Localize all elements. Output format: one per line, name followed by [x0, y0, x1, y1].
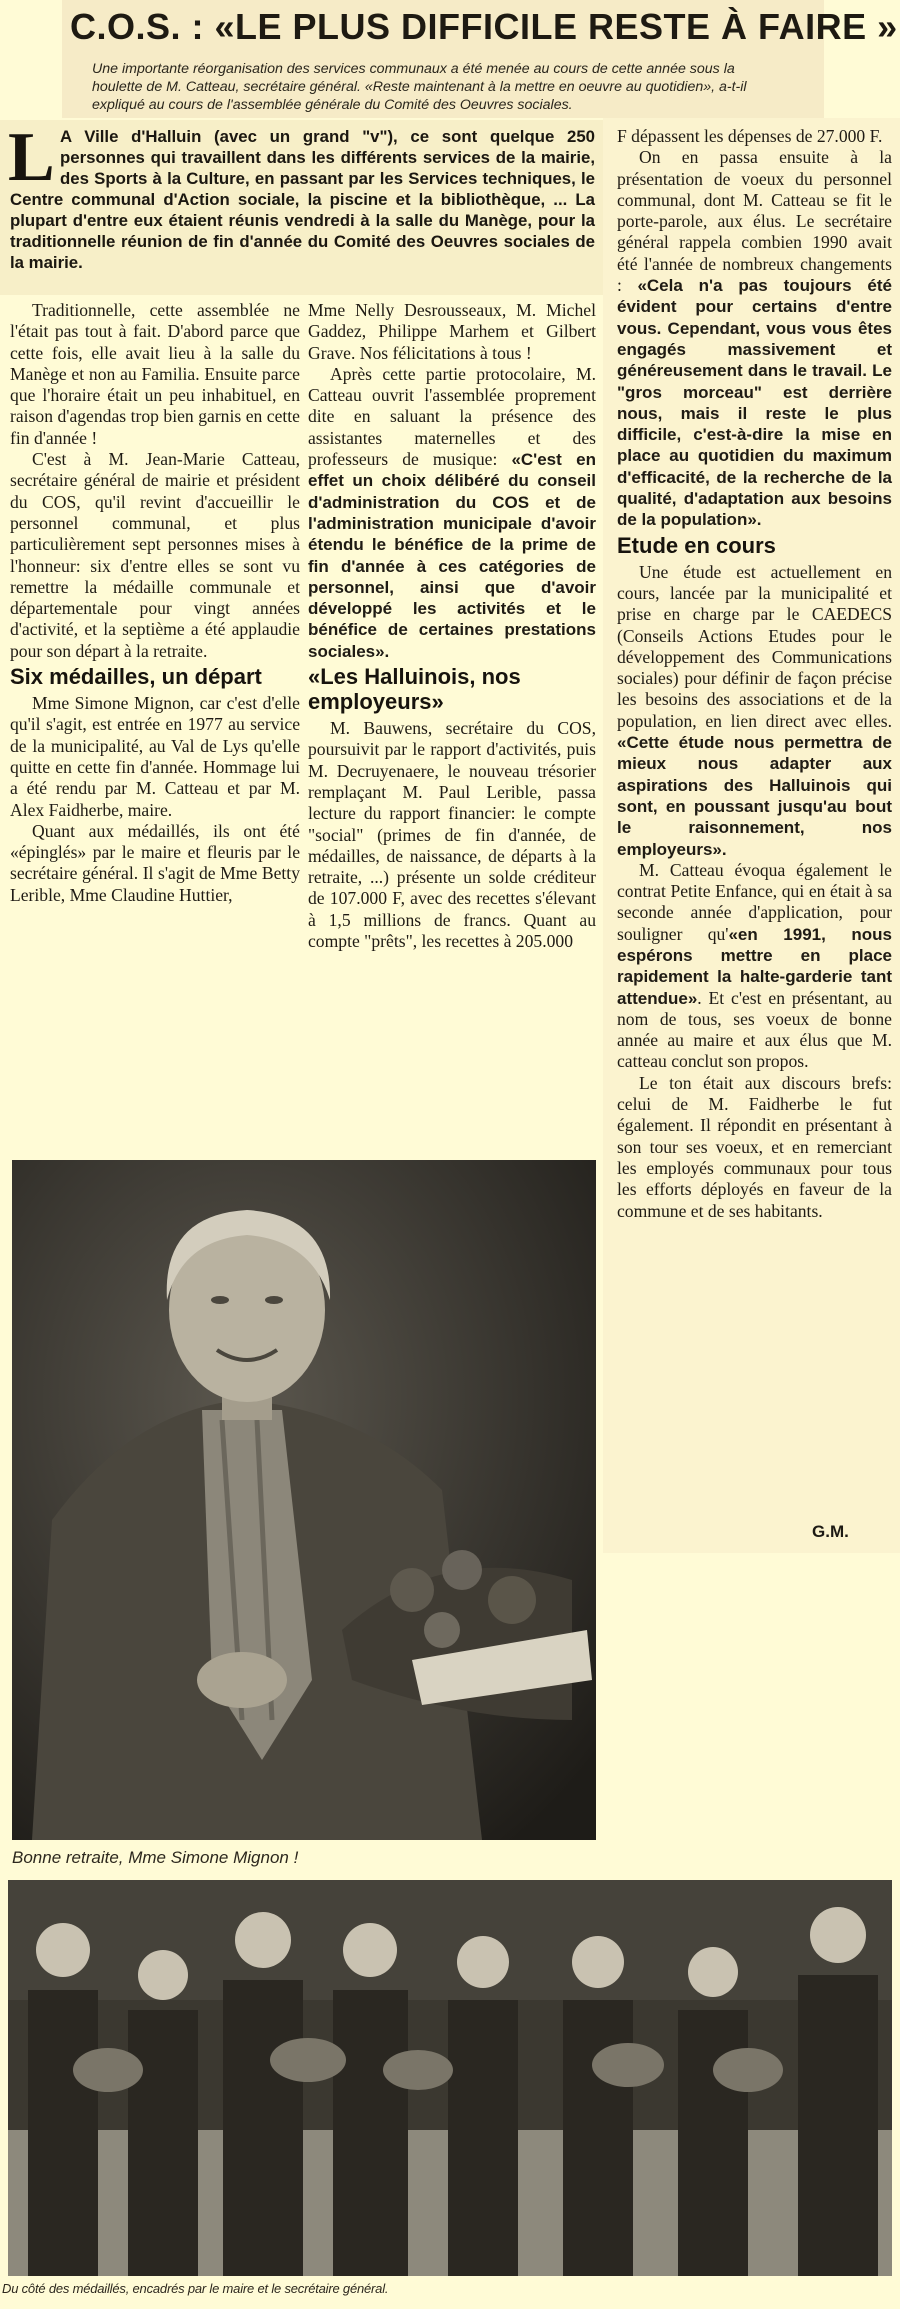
paragraph — [308, 364, 596, 662]
paragraph: Quant aux médaillés, ils ont été «épinglés» par le maire et fleuris par le secrétaire général. Il s'agit de Mme Betty Lerible, Mme Claudine Huttier, — [10, 820, 300, 905]
subheading: Six médailles, un départ — [10, 664, 262, 690]
lead-text: A Ville d'Halluin (avec un grand "v"), ce sont quelque 250 personnes qui travaillent dans les différents services de la mairie, des Sports à la Culture, en passant par les Services techniques, le Centre communal d'Action sociale, la piscine et la bibliothèque, ... La plupart d'entre eux étaient réunis vendredi à la salle du Manège, pour la traditionnelle réunion de fin d'année du Comité des Oeuvres sociales de la mairie. — [10, 127, 595, 272]
paragraph-text: On en passa ensuite à la présentation de voeux du personnel communal, dont M. Catteau se fit le porte-parole, aux élus. Le secrétaire général rappela combien 1990 avait été l'année de nombreux changements : — [617, 147, 892, 296]
paragraph: Mme Simone Mignon, car c'est d'elle qu'il s'agit, est entrée en 1977 au service de la municipalité, au Val de Lys qu'elle quitte en cette fin d'année. Hommage lui a été rendu par M. Catteau et par M. Alex Faidherbe, maire. — [10, 693, 300, 820]
subheading: Etude en cours — [617, 532, 776, 558]
paragraph: Mme Nelly Desrousseaux, M. Michel Gaddez, Philippe Marhem et Gilbert Grave. Nos félicitations à tous ! — [308, 300, 596, 363]
paragraph-text: Après cette partie protocolaire, M. Catteau ouvrit l'assemblée proprement dite en saluant la présence des assistantes maternelles et des professeurs de musique: — [308, 363, 596, 470]
article-column-3 — [617, 126, 892, 1222]
article-column-1 — [10, 300, 300, 906]
paragraph: M. Bauwens, secrétaire du COS, poursuivit par le rapport d'activités, puis M. Decruyenaere, le nouveau trésorier remplaçant M. Paul Lerible, passa lecture du rapport financier: le compte "social" (primes de fin d'année, de médailles, de naissance, de départs à la retraite, ...) présente un solde créditeur de 107.000 F, avec des recettes s'élevant à 1,5 millions de francs. Quant au compte "prêts", les recettes à 205.000 — [308, 718, 596, 952]
article-column-2 — [308, 300, 596, 952]
photo-caption: Bonne retraite, Mme Simone Mignon ! — [12, 1848, 299, 1867]
paragraph: Traditionnelle, cette assemblée ne l'était pas tout à fait. D'abord parce que cette fois, elle avait lieu à la salle du Manège et non au Familia. Ensuite parce que l'horaire était un peu inhabituel, en raison d'agendas trop bien garnis en cette fin d'année ! — [10, 300, 300, 448]
paragraph: C'est à M. Jean-Marie Catteau, secrétaire général de mairie et président du COS, qu'il revint d'accueillir le personnel communal, et plus particulièrement sept personnes mises à l'honneur: six d'entre elles se sont vu remettre la médaille communale et départementale pour vingt années d'activité, et la septième a été applaudie pour son départ à la retraite. — [10, 449, 300, 661]
paragraph-text: M. Catteau évoqua également le contrat Petite Enfance, qui en était à sa seconde année d'application, pour souligner qu' — [617, 859, 892, 944]
standfirst-line: Une importante réorganisation des services communaux a été menée au cours de cette année sous la — [92, 61, 735, 77]
standfirst-line: houlette de M. Catteau, secrétaire général. «Reste maintenant à la mettre en oeuvre au quotidien», a-t-il — [92, 79, 747, 95]
drop-cap: L — [8, 119, 55, 196]
quote: «en 1991, nous espérons mettre en place rapidement la halte-garderie tant attendue» — [617, 924, 893, 1008]
quote: «C'est en effet un choix délibéré du conseil d'administration du COS et de l'administration municipale d'avoir étendu le bénéfice de la prime de fin d'année à ces catégories de personnel, ainsi que d'avoir développé les activités et le bénéfice de certaines prestations sociales». — [308, 450, 597, 661]
paragraph — [617, 147, 892, 530]
photo-caption: Du côté des médaillés, encadrés par le maire et le secrétaire général. — [2, 2281, 389, 2296]
standfirst — [92, 60, 822, 114]
lead-paragraph — [8, 119, 595, 273]
photo-medal-recipients-group — [8, 1880, 892, 2276]
paragraph-text: Une étude est actuellement en cours, lancée par la municipalité et prise en charge par le CAEDECS (Conseils Actions Etudes pour le développement des Communications sociales) pour définir de façon précise les besoins des associations et de la population, en lien direct avec elles. — [617, 561, 892, 731]
standfirst-line: expliqué au cours de l'assemblée générale du Comité des Oeuvres sociales. — [92, 97, 573, 113]
headline: C.O.S. : «LE PLUS DIFFICILE RESTE À FAIRE » — [70, 6, 898, 47]
paragraph — [617, 860, 892, 1073]
paragraph — [617, 562, 892, 860]
quote: «Cela n'a pas toujours été évident pour certains d'entre vous. Cependant, vous vous êtes engagés massivement et généreusement dans le travail. Le "gros morceau" est derrière nous, mais il reste le plus difficile, c'est-à-dire la mise en place au quotidien du maximum d'efficacité, de la recherche de la qualité, d'adaptation aux besoins de la population». — [617, 276, 892, 530]
photo-retiree-portrait — [12, 1160, 596, 1840]
quote: «Cette étude nous permettra de mieux nous adapter aux aspirations des Halluinois qui sont, en poussant jusqu'au bout le raisonnement, nos employeurs». — [617, 733, 892, 859]
paragraph: F dépassent les dépenses de 27.000 F. — [617, 126, 883, 146]
author-signature: G.M. — [812, 1522, 849, 1541]
paragraph: Le ton était aux discours brefs: celui de M. Faidherbe le fut également. Il répondit en présentant à son tour ses voeux, et en remerciant les employés communaux pour tous les efforts déployés en faveur de la commune et de ses habitants. — [617, 1072, 892, 1221]
paragraph-text: . Et c'est en présentant, au nom de tous, ses voeux de bonne année au maire et aux élus que M. catteau conclut son propos. — [617, 987, 892, 1072]
subheading: «Les Halluinois, nos employeurs» — [308, 664, 521, 715]
